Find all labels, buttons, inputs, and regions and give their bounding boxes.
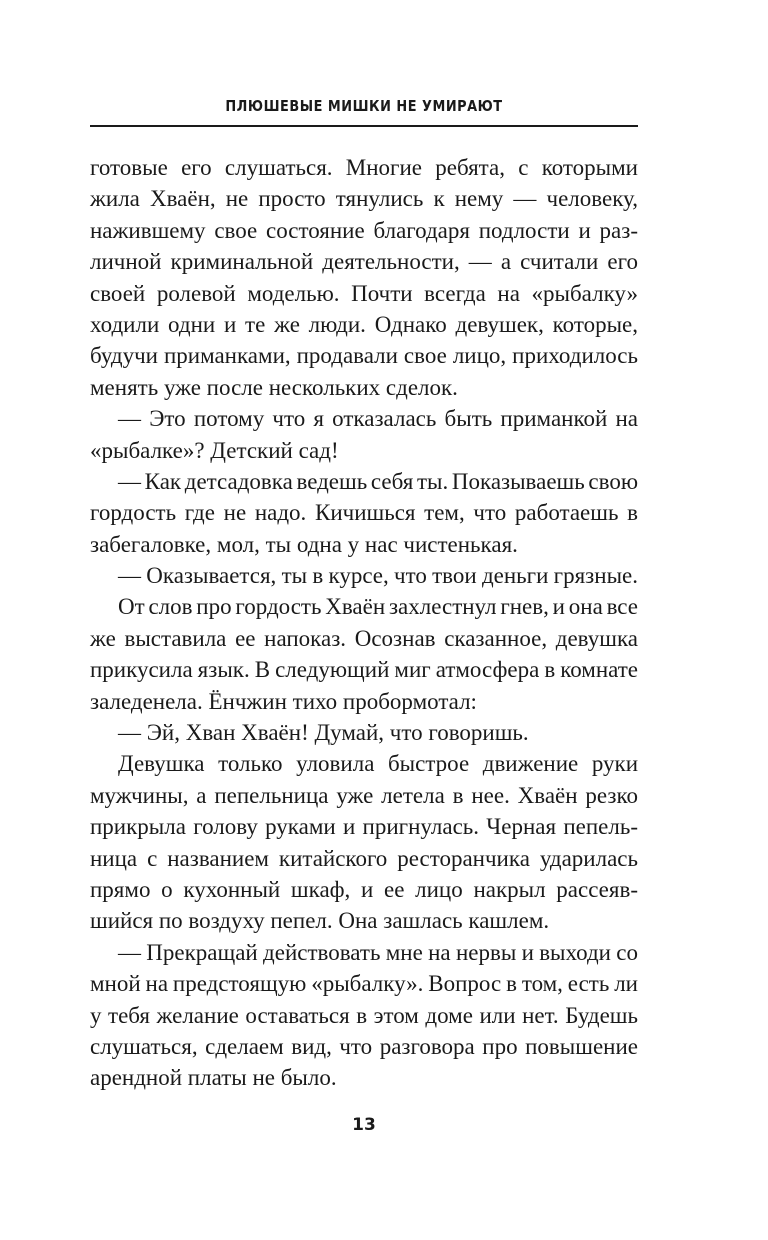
- text-line: слушаться, сделаем вид, что разговора про повышение: [90, 1033, 638, 1059]
- text-line: прикусила язык. В следующий миг атмосфера в комнате: [90, 657, 638, 683]
- text-line: Девушка только уловила быстрое движение руки: [118, 751, 638, 777]
- text-line: прикрыла голову руками и пригнулась. Черная пепель-: [90, 814, 638, 840]
- text-line: мужчины, а пепельница уже летела в нее. Хваён резко: [90, 782, 638, 808]
- text-line: — Как детсадовка ведешь себя ты. Показываешь свою: [118, 468, 638, 494]
- paragraph: [90, 560, 638, 591]
- text-line: ница с названием китайского ресторанчика ударилась: [90, 845, 638, 871]
- text-line: шийся по воздуху пепел. Она зашлась кашлем.: [90, 908, 550, 934]
- header-rule: [90, 125, 638, 127]
- paragraph: [90, 152, 638, 403]
- text-line: — Это потому что я отказалась быть приманкой на: [118, 406, 638, 432]
- text-line: — Оказывается, ты в курсе, что твои деньги грязные.: [118, 563, 638, 589]
- paragraph: [90, 748, 638, 936]
- text-line: прямо о кухонный шкаф, и ее лицо накрыл рассеяв-: [90, 876, 638, 902]
- paragraph: [90, 403, 638, 466]
- text-line: личной криминальной деятельности, — а считали его: [90, 249, 638, 275]
- text-line: — Эй, Хван Хваён! Думай, что говоришь.: [118, 720, 529, 746]
- text-line: забегаловке, мол, ты одна у нас чистенькая.: [90, 531, 518, 557]
- text-line: От слов про гордость Хваён захлестнул гнев, и она все: [118, 594, 638, 620]
- paragraph: [90, 717, 638, 748]
- text-line: нажившему свое состояние благодаря подлости и раз-: [90, 217, 638, 243]
- text-line: заледенела. Ёнчжин тихо пробормотал:: [90, 688, 477, 714]
- text-line: ходили одни и те же люди. Однако девушек, которые,: [90, 311, 638, 337]
- running-title: ПЛЮШЕВЫЕ МИШКИ НЕ УМИРАЮТ: [225, 97, 503, 115]
- text-line: же выставила ее напоказ. Осознав сказанное, девушка: [90, 625, 638, 651]
- text-line: будучи приманками, продавали свое лицо, приходилось: [90, 343, 638, 369]
- text-line: мной на предстоящую «рыбалку». Вопрос в том, есть ли: [90, 971, 638, 997]
- text-line: гордость где не надо. Кичишься тем, что работаешь в: [90, 500, 638, 526]
- text-line: «рыбалке»? Детский сад!: [90, 437, 339, 463]
- paragraph: [90, 591, 638, 717]
- text-line: жила Хваён, не просто тянулись к нему — человеку,: [90, 186, 638, 212]
- text-line: готовые его слушаться. Многие ребята, с которыми: [90, 155, 638, 180]
- paragraph: [90, 937, 638, 1094]
- text-line: менять уже после нескольких сделок.: [90, 374, 458, 400]
- text-line: своей ролевой моделью. Почти всегда на «рыбалку»: [90, 280, 638, 306]
- text-line: арендной платы не было.: [90, 1065, 337, 1091]
- page-number: 13: [352, 1115, 376, 1135]
- text-line: у тебя желание оставаться в этом доме или нет. Будешь: [90, 1002, 638, 1028]
- paragraph: [90, 466, 638, 560]
- text-line: — Прекращай действовать мне на нервы и выходи со: [118, 939, 638, 965]
- body-text: [90, 152, 638, 1094]
